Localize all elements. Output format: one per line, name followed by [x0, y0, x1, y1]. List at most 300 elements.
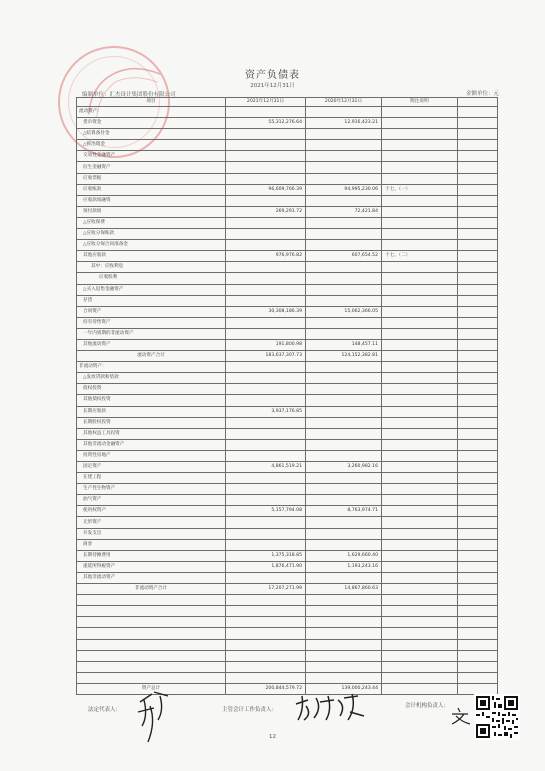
row-extra-cell [458, 550, 498, 561]
blank-cell [458, 672, 498, 683]
table-row [77, 484, 498, 495]
value-2021 [226, 262, 306, 273]
table-row [77, 561, 498, 572]
row-extra-cell [458, 373, 498, 384]
row-label: △应收分保账款 [77, 229, 226, 240]
value-2020: 12,916,423.21 [306, 118, 382, 129]
row-label: 债权投资 [77, 384, 226, 395]
row-label: △应收保费 [77, 217, 226, 228]
value-2020: 3,260,982.16 [306, 462, 382, 473]
row-extra-cell [458, 495, 498, 506]
report-date: 2021年12月31日 [250, 83, 295, 89]
blank-cell [226, 617, 306, 628]
row-extra-cell [458, 317, 498, 328]
table-row [77, 229, 498, 240]
table-row [77, 439, 498, 450]
value-2021: 3,937,176.85 [226, 406, 306, 417]
value-2021 [226, 217, 306, 228]
row-label: △结算备付金 [77, 129, 226, 140]
row-note [382, 495, 458, 506]
value-2021 [226, 129, 306, 140]
row-extra-cell [458, 539, 498, 550]
blank-cell [382, 639, 458, 650]
row-extra-cell [458, 151, 498, 162]
row-label: 衍生金融资产 [77, 162, 226, 173]
column-header-2021: 2021年12月31日 [226, 98, 306, 107]
row-label: 其中：应收利息 [77, 262, 226, 273]
value-2021 [226, 229, 306, 240]
column-header-2020: 2020年12月31日 [306, 98, 382, 107]
row-label: 交易性金融资产 [77, 151, 226, 162]
value-2021: 5,157,794.08 [226, 506, 306, 517]
row-label: 生产性生物资产 [77, 484, 226, 495]
table-row [77, 362, 498, 373]
table-row [77, 173, 498, 184]
value-2021 [226, 173, 306, 184]
row-extra-cell [458, 129, 498, 140]
row-extra-cell [458, 339, 498, 350]
value-2021 [226, 362, 306, 373]
value-2020 [306, 417, 382, 428]
row-extra-cell [458, 450, 498, 461]
value-2020 [306, 140, 382, 151]
row-label: 无形资产 [77, 517, 226, 528]
row-extra-cell [458, 195, 498, 206]
table-row [77, 462, 498, 473]
blank-cell [226, 595, 306, 606]
row-label: 固定资产 [77, 462, 226, 473]
table-row [77, 151, 498, 162]
row-extra-cell [458, 417, 498, 428]
value-2020 [306, 217, 382, 228]
row-note [382, 539, 458, 550]
qr-code-icon [474, 694, 520, 740]
row-label: 其他权益工具投资 [77, 428, 226, 439]
row-label: 使用权资产 [77, 506, 226, 517]
row-note [382, 439, 458, 450]
table-row [77, 328, 498, 339]
row-extra-cell [458, 462, 498, 473]
table-row [77, 517, 498, 528]
value-2021 [226, 195, 306, 206]
accounting-head-signature [292, 690, 368, 724]
value-2020 [306, 284, 382, 295]
row-note [382, 129, 458, 140]
value-2020: 607,654.52 [306, 251, 382, 262]
table-row [77, 217, 498, 228]
row-extra-cell [458, 229, 498, 240]
table-row [77, 373, 498, 384]
row-label: △发放贷款和垫款 [77, 373, 226, 384]
table-row [77, 107, 498, 118]
blank-cell [458, 650, 498, 661]
row-extra-cell [458, 284, 498, 295]
row-note [382, 118, 458, 129]
row-label: 非流动资产： [77, 362, 226, 373]
value-2021 [226, 384, 306, 395]
row-label: 长期待摊费用 [77, 550, 226, 561]
total-extra-cell [458, 683, 498, 694]
value-2021 [226, 107, 306, 118]
value-2021 [226, 162, 306, 173]
table-row [77, 129, 498, 140]
row-label: 应收股利 [77, 273, 226, 284]
blank-row [77, 672, 498, 683]
value-2020 [306, 195, 382, 206]
blank-cell [382, 606, 458, 617]
row-extra-cell [458, 484, 498, 495]
value-2020 [306, 484, 382, 495]
blank-cell [458, 628, 498, 639]
blank-cell [77, 650, 226, 661]
row-note [382, 206, 458, 217]
total-label: 资产总计 [77, 683, 226, 694]
blank-cell [226, 639, 306, 650]
value-2021 [226, 328, 306, 339]
column-header-note: 附注说明 [382, 98, 458, 107]
blank-cell [226, 672, 306, 683]
row-label: 应收款项融资 [77, 195, 226, 206]
blank-row [77, 617, 498, 628]
value-2020: 14,867,860.63 [306, 584, 382, 595]
table-row [77, 584, 498, 595]
row-note [382, 462, 458, 473]
value-2021 [226, 273, 306, 284]
blank-cell [77, 661, 226, 672]
row-label: 预付款项 [77, 206, 226, 217]
row-note [382, 373, 458, 384]
value-2020 [306, 572, 382, 583]
row-extra-cell [458, 240, 498, 251]
blank-cell [458, 661, 498, 672]
value-2020: 94,995,230.06 [306, 184, 382, 195]
row-label: 其他非流动资产 [77, 572, 226, 583]
value-2020 [306, 473, 382, 484]
row-label: 其他债权投资 [77, 395, 226, 406]
row-extra-cell [458, 473, 498, 484]
row-note [382, 406, 458, 417]
row-label: 递延所得税资产 [77, 561, 226, 572]
row-note [382, 473, 458, 484]
value-2021 [226, 473, 306, 484]
table-row [77, 284, 498, 295]
value-2021: 4,861,519.21 [226, 462, 306, 473]
row-note [382, 339, 458, 350]
blank-row [77, 639, 498, 650]
row-note [382, 351, 458, 362]
value-2021: 30,308,186.39 [226, 306, 306, 317]
table-row [77, 351, 498, 362]
table-row [77, 417, 498, 428]
table-body [77, 107, 498, 695]
row-note [382, 295, 458, 306]
row-extra-cell [458, 584, 498, 595]
blank-cell [458, 595, 498, 606]
accounting-head-label: 主管会计工作负责人： [222, 707, 278, 713]
table-row [77, 184, 498, 195]
row-extra-cell [458, 328, 498, 339]
row-label: 长期股权投资 [77, 417, 226, 428]
table-row [77, 339, 498, 350]
value-2021 [226, 439, 306, 450]
blank-cell [77, 628, 226, 639]
blank-cell [77, 606, 226, 617]
row-note [382, 173, 458, 184]
blank-cell [306, 617, 382, 628]
blank-cell [382, 595, 458, 606]
row-label: 流动资产合计 [77, 351, 226, 362]
value-2020 [306, 495, 382, 506]
row-label: 非流动资产合计 [77, 584, 226, 595]
company-name: 编制单位：汇杰设计集团股份有限公司 [82, 92, 176, 98]
value-2020 [306, 107, 382, 118]
value-2021 [226, 528, 306, 539]
table-row [77, 162, 498, 173]
blank-cell [306, 639, 382, 650]
blank-row [77, 606, 498, 617]
value-2020 [306, 162, 382, 173]
row-note [382, 284, 458, 295]
row-extra-cell [458, 362, 498, 373]
blank-cell [77, 639, 226, 650]
blank-cell [382, 661, 458, 672]
table-row [77, 572, 498, 583]
row-note [382, 506, 458, 517]
value-2020 [306, 450, 382, 461]
balance-sheet-table [76, 97, 498, 695]
table-row [77, 251, 498, 262]
column-header-blank [458, 98, 498, 107]
row-label: 其他应收款 [77, 251, 226, 262]
blank-cell [382, 617, 458, 628]
value-2020 [306, 384, 382, 395]
table-row [77, 539, 498, 550]
value-2021 [226, 373, 306, 384]
row-label: 流动资产： [77, 107, 226, 118]
value-2021 [226, 295, 306, 306]
table-row [77, 306, 498, 317]
value-2020 [306, 262, 382, 273]
value-2020 [306, 328, 382, 339]
value-2021 [226, 450, 306, 461]
value-2020: 15,062,366.05 [306, 306, 382, 317]
table-row [77, 384, 498, 395]
row-note [382, 328, 458, 339]
currency-unit: 金额单位：元 [465, 91, 499, 97]
row-extra-cell [458, 118, 498, 129]
value-2021 [226, 417, 306, 428]
blank-cell [306, 650, 382, 661]
row-note [382, 162, 458, 173]
total-note [382, 683, 458, 694]
value-2021: 269,291.72 [226, 206, 306, 217]
row-label: 开发支出 [77, 528, 226, 539]
row-note [382, 140, 458, 151]
table-row [77, 240, 498, 251]
value-2021 [226, 317, 306, 328]
table-header-row [77, 98, 498, 107]
blank-cell [458, 617, 498, 628]
row-note [382, 517, 458, 528]
value-2021: 1,876,471.90 [226, 561, 306, 572]
row-extra-cell [458, 217, 498, 228]
row-extra-cell [458, 572, 498, 583]
row-label: 存货 [77, 295, 226, 306]
row-extra-cell [458, 184, 498, 195]
table-row [77, 262, 498, 273]
row-extra-cell [458, 173, 498, 184]
value-2021: 96,609,766.39 [226, 184, 306, 195]
blank-cell [382, 672, 458, 683]
value-2020 [306, 428, 382, 439]
row-label: 应收账款 [77, 184, 226, 195]
row-label: 合同资产 [77, 306, 226, 317]
row-note [382, 428, 458, 439]
table-row [77, 506, 498, 517]
row-extra-cell [458, 395, 498, 406]
blank-cell [226, 628, 306, 639]
row-extra-cell [458, 206, 498, 217]
value-2020 [306, 395, 382, 406]
blank-cell [77, 672, 226, 683]
value-2021 [226, 140, 306, 151]
accounting-dept-head-label: 会计机构负责人： [405, 703, 450, 709]
value-2020: 1,193,243.16 [306, 561, 382, 572]
value-2021 [226, 428, 306, 439]
accounting-dept-head-signature [448, 706, 472, 726]
value-2020: 148,457.11 [306, 339, 382, 350]
blank-cell [77, 595, 226, 606]
value-2021: 55,312,276.64 [226, 118, 306, 129]
value-2021 [226, 484, 306, 495]
row-extra-cell [458, 561, 498, 572]
row-label: △拆出资金 [77, 140, 226, 151]
row-extra-cell [458, 306, 498, 317]
value-2020 [306, 173, 382, 184]
table-row [77, 450, 498, 461]
blank-cell [306, 595, 382, 606]
value-2021 [226, 151, 306, 162]
row-extra-cell [458, 140, 498, 151]
row-extra-cell [458, 439, 498, 450]
table-row [77, 406, 498, 417]
row-label: 其他非流动金融资产 [77, 439, 226, 450]
blank-row [77, 628, 498, 639]
table-row [77, 317, 498, 328]
row-extra-cell [458, 107, 498, 118]
table-row [77, 206, 498, 217]
value-2020 [306, 406, 382, 417]
blank-row [77, 661, 498, 672]
row-note [382, 417, 458, 428]
row-note [382, 450, 458, 461]
value-2021 [226, 572, 306, 583]
value-2021: 183,637,307.73 [226, 351, 306, 362]
value-2020: 1,629,660.40 [306, 550, 382, 561]
row-note: 十七、（二） [382, 251, 458, 262]
row-note [382, 362, 458, 373]
blank-cell [226, 650, 306, 661]
row-note [382, 572, 458, 583]
row-label: 货币资金 [77, 118, 226, 129]
row-extra-cell [458, 428, 498, 439]
table-row [77, 273, 498, 284]
row-note [382, 217, 458, 228]
row-note [382, 262, 458, 273]
table-row [77, 118, 498, 129]
row-label: 一年内到期的非流动资产 [77, 328, 226, 339]
table-row [77, 495, 498, 506]
table-row [77, 295, 498, 306]
legal-representative-label: 法定代表人： [88, 707, 122, 713]
blank-cell [382, 650, 458, 661]
value-2020: 8,763,974.71 [306, 506, 382, 517]
value-2020 [306, 240, 382, 251]
value-2021 [226, 240, 306, 251]
row-extra-cell [458, 262, 498, 273]
value-2020 [306, 229, 382, 240]
table-row [77, 528, 498, 539]
blank-cell [458, 606, 498, 617]
value-2020: 124,152,382.81 [306, 351, 382, 362]
blank-row [77, 650, 498, 661]
blank-cell [306, 628, 382, 639]
value-2021 [226, 517, 306, 528]
column-header-item: 项目 [77, 98, 226, 107]
row-note [382, 584, 458, 595]
row-label: 长期应收款 [77, 406, 226, 417]
value-2021: 17,207,271.99 [226, 584, 306, 595]
row-note [382, 306, 458, 317]
row-note [382, 384, 458, 395]
row-label: 油气资产 [77, 495, 226, 506]
table-row [77, 140, 498, 151]
value-2020 [306, 517, 382, 528]
row-note [382, 107, 458, 118]
row-note [382, 484, 458, 495]
table-row [77, 195, 498, 206]
table-row [77, 395, 498, 406]
value-2021: 191,800.98 [226, 339, 306, 350]
row-note [382, 528, 458, 539]
row-label: 在建工程 [77, 473, 226, 484]
row-note [382, 195, 458, 206]
blank-cell [382, 628, 458, 639]
row-extra-cell [458, 295, 498, 306]
value-2020: 72,421.84 [306, 206, 382, 217]
row-extra-cell [458, 351, 498, 362]
row-label: 持有待售资产 [77, 317, 226, 328]
value-2020 [306, 295, 382, 306]
page-number: 12 [269, 734, 276, 740]
row-note [382, 550, 458, 561]
row-label: △买入返售金融资产 [77, 284, 226, 295]
row-note [382, 561, 458, 572]
row-note [382, 395, 458, 406]
table-row [77, 428, 498, 439]
value-2020 [306, 362, 382, 373]
row-label: 应收票据 [77, 173, 226, 184]
row-extra-cell [458, 517, 498, 528]
blank-cell [306, 672, 382, 683]
value-2020 [306, 273, 382, 284]
blank-cell [77, 617, 226, 628]
blank-cell [306, 661, 382, 672]
row-label: 投资性房地产 [77, 450, 226, 461]
value-2020 [306, 439, 382, 450]
row-note [382, 151, 458, 162]
row-note [382, 317, 458, 328]
